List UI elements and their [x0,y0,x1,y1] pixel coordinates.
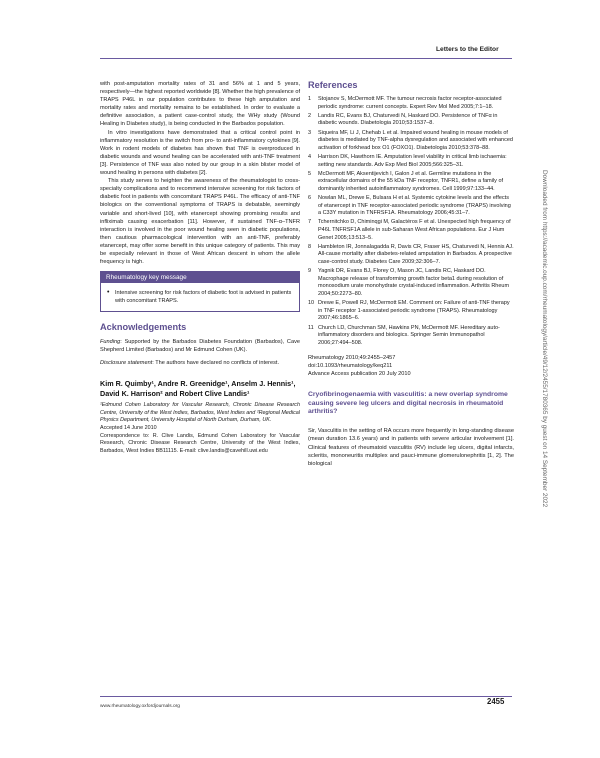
reference-text: Stojanov S, McDermott MF. The tumour necrosis factor receptor-associated periodic syndrome: current concepts. Expert Rev Mol Med 2005;7:1–18. [318,96,502,110]
body-paragraph: with post-amputation mortality rates of 31 and 56% at 1 and 5 years, respectively—the highest reported worldwide [8]. Whether the high prevalence of TRAPS P46L in our population contributes to these high amputation and mortality rates and mortality remains to be established. In order to evaluate a definitive association, a patient case-control study, the WHy study (Wound Healing in Diabetes study), is being conducted in the Barbados population. [100,81,300,128]
reference-number: 5 [308,170,312,177]
body-paragraph: This study serves to heighten the awareness of the rheumatologist to cross-specialty complications and to recommend intensive screening for risk factors of diabetic foot in patients with concomitant TRAPS P46L. The efficacy of anti-TNF biologics on the conventional symptoms of TRAPS is debatable, seemingly variable and short-lived [10], with etanercept showing promising results and infliximab causing exacerbation [11]. However, if sustained TNF-α–TNFR interaction is involved in the poor wound healing seen in diabetic populations, then cautious pharmacological intervention with an anti-TNF, preferably etanercept, may offer some benefit in this unique category of patients. This may be especially relevant in those of West African descent in whom the allele frequency is high. [100,178,300,266]
disclosure-statement [100,359,300,367]
reference-text: Tchernitchko D, Chiminqgi M, Galactéros F et al. Unexpected high frequency of P46L TNFRSF1A allele in sub-Saharan West African populations. Eur J Hum Genet 2005;13:513–5. [318,219,511,241]
funding-label: Funding [100,339,121,346]
reference-number: 3 [308,129,312,136]
reference-item [308,113,514,128]
author-list: Kim R. Quimby¹, Andre R. Greenidge¹, Anselm J. Hennis¹, David K. Harrison² and Robert Clive Landis¹ [100,379,296,398]
reference-number: 2 [308,112,312,119]
reference-item [308,300,514,323]
acknowledgements-heading: Acknowledgements [100,322,187,333]
reference-number: 9 [308,268,312,275]
reference-text: Yagnik DR, Evans BJ, Florey O, Mason JC, Landis RC, Haskard DO. Macrophage release of transforming growth factor beta1 during resolution of monosodium urate monohydrate crystal-induced inflammation. Arthritis Rheum 2004;50:2273–80. [318,268,510,297]
body-paragraph: In vitro investigations have demonstrated that a critical control point in inflammatory resolution is the switch from pro- to anti-inflammatory cytokines [9]. Work in rodent models of diabetes has shown that TNF is overproduced in diabetic wounds and wound healing can be accelerated with anti-TNF treatment [3]. Persistence of TNF was also noted by our group in a skin blister model of wound healing in persons with diabetes [2]. [100,129,300,177]
reference-text: Landis RC, Evans BJ, Chaturvedi N, Haskard DO. Persistence of TNFα in diabetic wounds. Diabetologia 2010;53:1537–8. [318,112,498,127]
page-number: 2455 [487,697,505,706]
reference-item [308,219,514,242]
reference-item [308,130,514,153]
key-message-title: Rheumatology key message [101,272,299,283]
funding-statement [100,338,300,354]
key-message-box [100,271,300,312]
bullet-icon: • [107,289,110,297]
reference-text: Hambleton IR, Jonnalagadda R, Davis CR, Fraser HS, Chaturvedi N, Hennis AJ. All-cause mortality after diabetes-related amputation in Barbados. A prospective case-control study. Diabetes Care 2009;32:306–7. [318,243,514,266]
reference-item [308,268,514,298]
references-heading: References [308,80,358,90]
reference-number: 7 [308,219,312,226]
key-message-body [101,283,299,311]
reference-number: 1 [308,96,312,102]
header-rule [100,58,512,59]
next-article-body: Sir, Vasculitis in the setting of RA occurs more frequently in long-standing disease (mean duration 13.6 years) and in patients with severe articular involvement [1]. Clinical features of rheumatoid vasculitis (RV) include leg ulcers, digital infarcts, scleritis, mononeuritis multiplex and pauci-immune glomerulonephritis [1, 2]. The biological [308,428,514,468]
reference-item [308,325,514,348]
key-message-text: Intensive screening for risk factors of diabetic foot is advised in patients with concomitant TRAPS. [115,290,292,305]
reference-number: 4 [308,153,312,160]
accepted-date: Accepted 14 June 2010 [100,425,157,432]
journal-citation: Rheumatology 2010;49:2455–2457 [308,355,396,362]
reference-list [308,96,514,347]
next-article-title: Cryofibrinogenaemia with vasculitis: a new overlap syndrome causing severe leg ulcers and digital necrosis in rheumatoid arthritis? [308,391,508,416]
article-meta [308,355,514,379]
affiliations: ¹Edmund Cohen Laboratory for Vascular Research, Chronic Disease Research Centre, University of the West Indies, Barbados, West Indies and ²Regional Medical Physics Department, University Hospital of North Durham, Durham, UK. [100,402,300,424]
right-column [308,80,514,469]
reference-item [308,171,514,194]
reference-item [308,244,514,267]
reference-text: Church LD, Churchman SM, Hawkins PN, McDermott MF. Hereditary auto-inflammatory disorders and biologics. Springer Semin Immunopathol 2006;27:494–508. [318,324,500,346]
disclosure-label: Disclosure statement [100,360,153,367]
running-header: Letters to the Editor [436,46,499,53]
left-column [100,80,300,455]
reference-number: 6 [308,195,312,202]
funding-text: : Supported by the Barbados Diabetes Foundation (Barbados), Cave Shepherd Limited (Barbados) and Mr Edmund Cohen (UK). [100,339,300,354]
footer-rule [100,696,512,697]
download-watermark: Downloaded from https://academic.oup.com/rheumatology/article/49/12/2455/1780365 by guest on 14 September 2022 [541,170,548,508]
reference-text: Siqueira MF, Li J, Chehab L et al. Impaired wound healing in mouse models of diabetes is mediated by TNF-alpha dysregulation and associated with enhanced activation of forkhead box O1 (FOXO1). Diabetologia 2010;53:378–88. [318,129,513,151]
reference-text: Drewe E, Powell RJ, McDermott EM. Comment on: Failure of anti-TNF therapy in TNF receptor 1-associated periodic syndrome (TRAPS). Rheumatology 2007;46:1865–6. [318,300,510,322]
reference-item [308,195,514,218]
journal-url[interactable]: www.rheumatology.oxfordjournals.org [100,704,180,709]
reference-text: Harrison DK, Hawthorn IE. Amputation level viability in critical limb ischaemia: setting new standards. Adv Exp Med Biol 2005;566:325–31. [318,153,507,168]
reference-number: 8 [308,243,312,250]
reference-item [308,96,514,111]
advance-access: Advance Access publication 20 July 2010 [308,371,411,378]
reference-number: 11 [308,324,314,331]
correspondence: Correspondence to: R. Clive Landis, Edmund Cohen Laboratory for Vascular Research, Chronic Disease Research Centre, University of the West Indies, Barbados, West Indies BB11115. E-mail: clive.landis@cavehill.uwi.edu [100,432,300,454]
reference-item [308,154,514,169]
disclosure-text: : The authors have declared no conflicts of interest. [152,360,279,367]
reference-number: 10 [308,300,315,307]
reference-text: Nowlan ML, Drewe E, Bulsara H et al. Systemic cytokine levels and the effects of etanercept in TNF receptor-associated periodic syndrome (TRAPS) involving a C33Y mutation in TNFRSF1A. Rheumatology 2006;45:31–7. [318,195,511,217]
reference-text: McDermott MF, Aksentijevich I, Galon J et al. Germline mutations in the extracellular domains of the 55 kDa TNF receptor, TNFR1, define a family of dominantly inherited autoinflammatory syndromes. Cell 1999;97:133–44. [318,170,504,192]
doi: doi:10.1093/rheumatology/keq211 [308,363,393,370]
